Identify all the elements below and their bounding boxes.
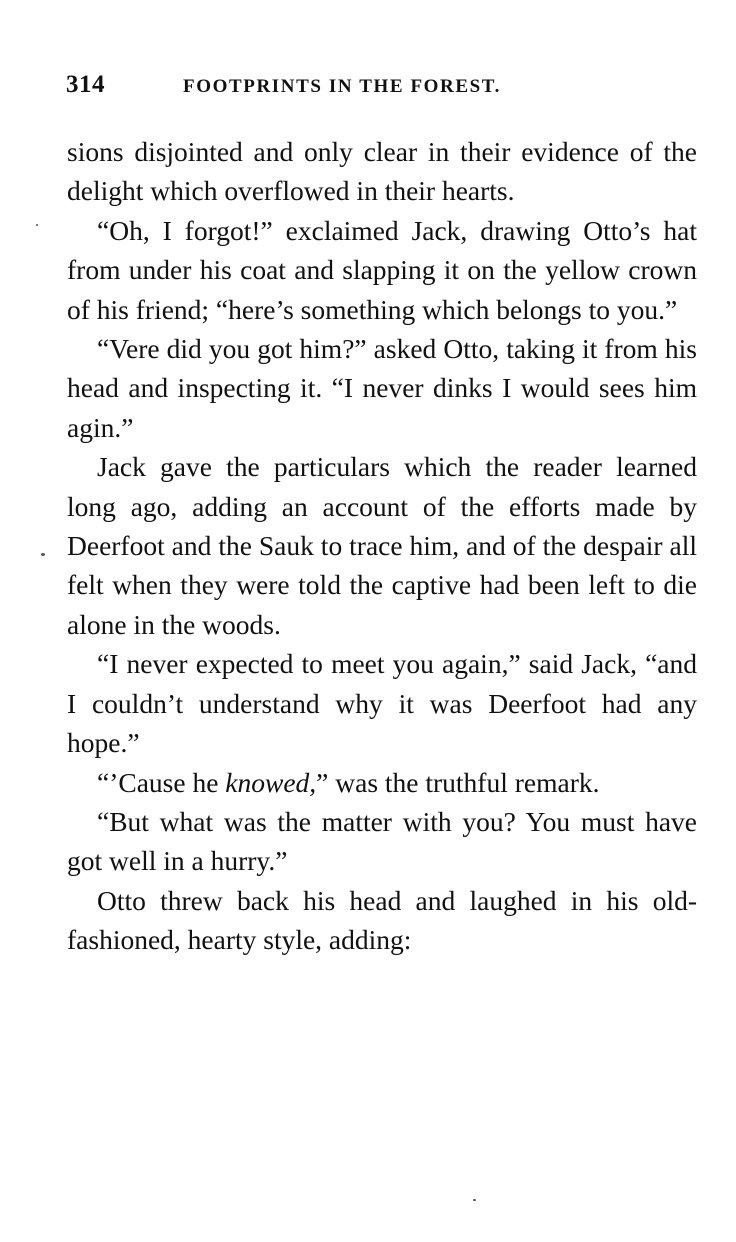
paragraph-text: ” was the truthful remark.	[316, 766, 600, 798]
running-title: FOOTPRINTS IN THE FOREST.	[183, 76, 502, 97]
paragraph: Jack gave the particulars which the reader learned long ago, adding an account of the efforts made by Deerfoot and the Sauk to trace him, and of the despair all felt when they were told the captive had been left to die alone in the woods.	[67, 451, 697, 640]
page-number: 314	[66, 71, 105, 98]
print-speck	[473, 1199, 476, 1201]
paragraph	[67, 763, 697, 802]
paragraph: “I never expected to meet you again,” said Jack, “and I couldn’t understand why it was Deerfoot had any hope.”	[67, 648, 697, 759]
print-speck	[41, 553, 45, 556]
paragraph: “Oh, I forgot!” exclaimed Jack, drawing Otto’s hat from under his coat and slapping it on the yellow crown of his friend; “here’s something which belongs to you.”	[67, 214, 697, 325]
paragraph: “Vere did you got him?” asked Otto, taking it from his head and inspecting it. “I never dinks I would sees him agin.”	[67, 333, 697, 443]
paragraph: “But what was the matter with you? You must have got well in a hurry.”	[67, 805, 697, 877]
paragraph-text: “’Cause he	[97, 766, 226, 798]
paragraph: Otto threw back his head and laughed in his old-fashioned, hearty style, adding:	[67, 884, 697, 956]
paragraph: sions disjointed and only clear in their evidence of the delight which overflowed in their hearts.	[67, 136, 697, 207]
italic-emphasis: knowed,	[225, 766, 317, 798]
print-speck	[36, 224, 38, 226]
body-text	[67, 132, 697, 960]
